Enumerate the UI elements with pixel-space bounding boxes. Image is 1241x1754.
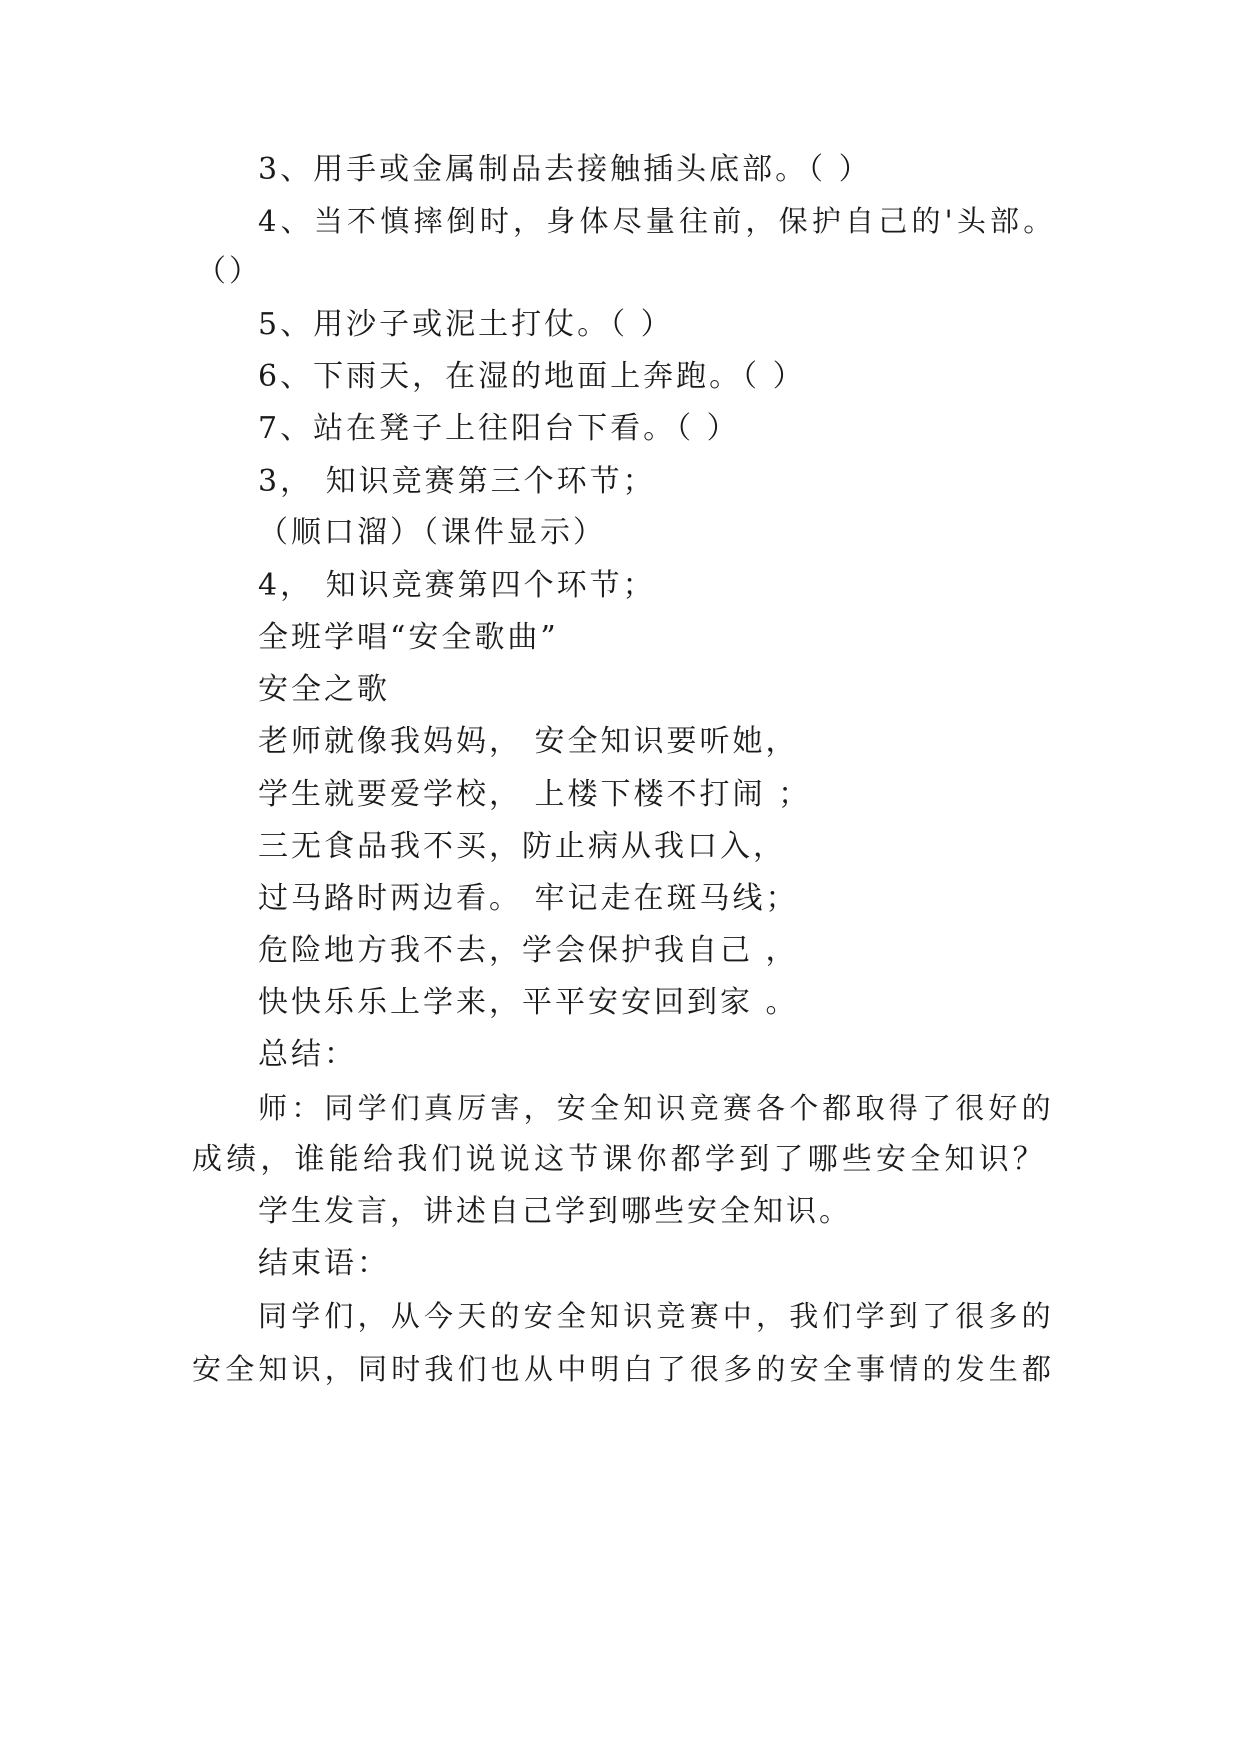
paragraph-line: 师：同学们真厉害，安全知识竞赛各个都取得了很好的 bbox=[258, 1091, 1055, 1125]
song-line: 老师就像我妈妈， 安全知识要听她， bbox=[258, 724, 799, 759]
song-line: 学生就要爱学校， 上楼下楼不打闹 ； bbox=[258, 777, 812, 812]
question-6: 6、下雨天，在湿的地面上奔跑。（ ） bbox=[258, 359, 806, 394]
song-line: 危险地方我不去，学会保护我自己 ， bbox=[258, 933, 799, 968]
question-4: 4、当不慎摔倒时，身体尽量往前，保护自己的'头部。 bbox=[258, 204, 1057, 238]
song-intro: 全班学唱“安全歌曲” bbox=[258, 620, 559, 655]
song-line: 三无食品我不买，防止病从我口入， bbox=[258, 829, 786, 864]
section-heading-3: 3， 知识竞赛第三个环节； bbox=[258, 464, 656, 499]
section-note: （顺口溜）（课件显示） bbox=[258, 515, 606, 550]
question-7: 7、站在凳子上往阳台下看。（ ） bbox=[258, 411, 740, 446]
paragraph-line: 同学们，从今天的安全知识竞赛中，我们学到了很多的 bbox=[258, 1299, 1055, 1333]
summary-heading: 总结： bbox=[258, 1037, 357, 1072]
paragraph-line: 学生发言，讲述自己学到哪些安全知识。 bbox=[258, 1194, 852, 1229]
song-title: 安全之歌 bbox=[258, 672, 390, 707]
song-line: 过马路时两边看。 牢记走在斑马线； bbox=[258, 881, 799, 916]
song-line: 快快乐乐上学来，平平安安回到家 。 bbox=[258, 985, 799, 1020]
question-4-answer-blank: （） bbox=[196, 254, 262, 289]
question-3: 3、用手或金属制品去接触插头底部。（ ） bbox=[258, 152, 872, 187]
section-heading-4: 4， 知识竞赛第四个环节； bbox=[258, 568, 656, 603]
question-5: 5、用沙子或泥土打仗。（ ） bbox=[258, 307, 674, 342]
paragraph-line: 安全知识，同时我们也从中明白了很多的安全事情的发生都 bbox=[192, 1352, 1056, 1386]
closing-heading: 结束语： bbox=[258, 1246, 390, 1281]
paragraph-line: 成绩，谁能给我们说说这节课你都学到了哪些安全知识？ bbox=[192, 1142, 1047, 1177]
